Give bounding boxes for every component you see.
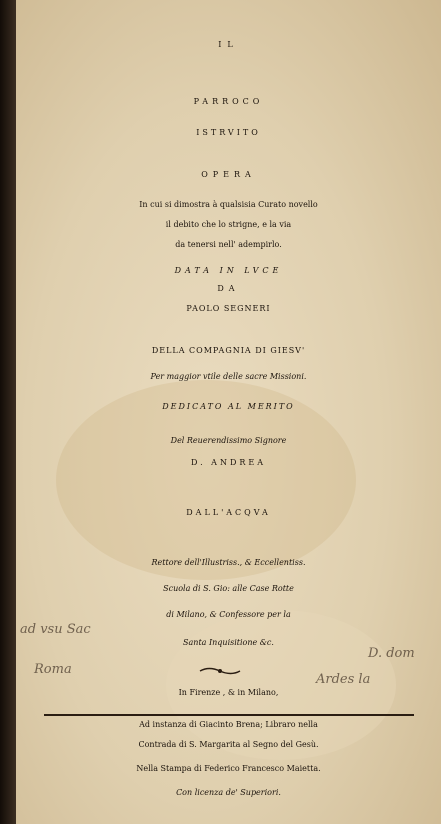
subtitle-line: da tenersi nell' adempirlo.	[175, 240, 282, 249]
dedication-heading: DEDICATO AL MERITO	[162, 402, 295, 411]
dedicatee-title-line: Rettore dell'Illustriss., & Eccellentiss.	[151, 558, 306, 567]
handwritten-note: ad vsu Sac	[20, 622, 91, 637]
printer-line: Contrada di S. Margarita al Segno del Gesù.	[138, 740, 319, 749]
data-in-luce: DATA IN LVCE	[174, 266, 283, 275]
title-il: IL	[218, 40, 239, 49]
dedicatee-title-line: Santa Inquisitione &c.	[183, 638, 274, 647]
dedicatee-title-line: di Milano, & Confessore per la	[166, 610, 291, 619]
divider-rule	[44, 714, 414, 716]
license-line: Con licenza de' Superiori.	[176, 788, 281, 797]
dedicatee-surname: DALL'ACQVA	[186, 508, 271, 517]
place-line: In Firenze , & in Milano,	[178, 688, 279, 697]
title-page	[16, 0, 441, 824]
printers-ornament-icon	[198, 666, 242, 676]
author-company: DELLA COMPAGNIA DI GIESV'	[151, 346, 306, 355]
dedicatee-title-line: Scuola di S. Gio: alle Case Rotte	[163, 584, 294, 593]
purpose-line: Per maggior vtile delle sacre Missioni.	[150, 372, 307, 381]
da-line: DA	[217, 284, 240, 293]
handwritten-note: Ardes la	[316, 672, 371, 687]
book-spine-shadow	[0, 0, 16, 824]
author-name: PAOLO SEGNERI	[186, 304, 271, 313]
title-istruito: ISTRVITO	[196, 128, 261, 137]
title-opera: OPERA	[201, 170, 256, 179]
subtitle-line: In cui si dimostra à qualsisia Curato novello	[139, 200, 318, 209]
printer-line: Ad instanza di Giacinto Brena; Libraro nella	[139, 720, 318, 729]
handwritten-note: D. dom	[368, 646, 415, 661]
handwritten-note: Roma	[34, 662, 72, 677]
reverendissimo-line: Del Reuerendissimo Signore	[170, 436, 287, 445]
dedicatee-name: D. ANDREA	[190, 458, 267, 467]
title-parroco: PARROCO	[193, 97, 264, 106]
subtitle-line: il debito che lo strigne, e la via	[165, 220, 292, 229]
printer-line: Nella Stampa di Federico Francesco Maietta.	[136, 764, 321, 773]
